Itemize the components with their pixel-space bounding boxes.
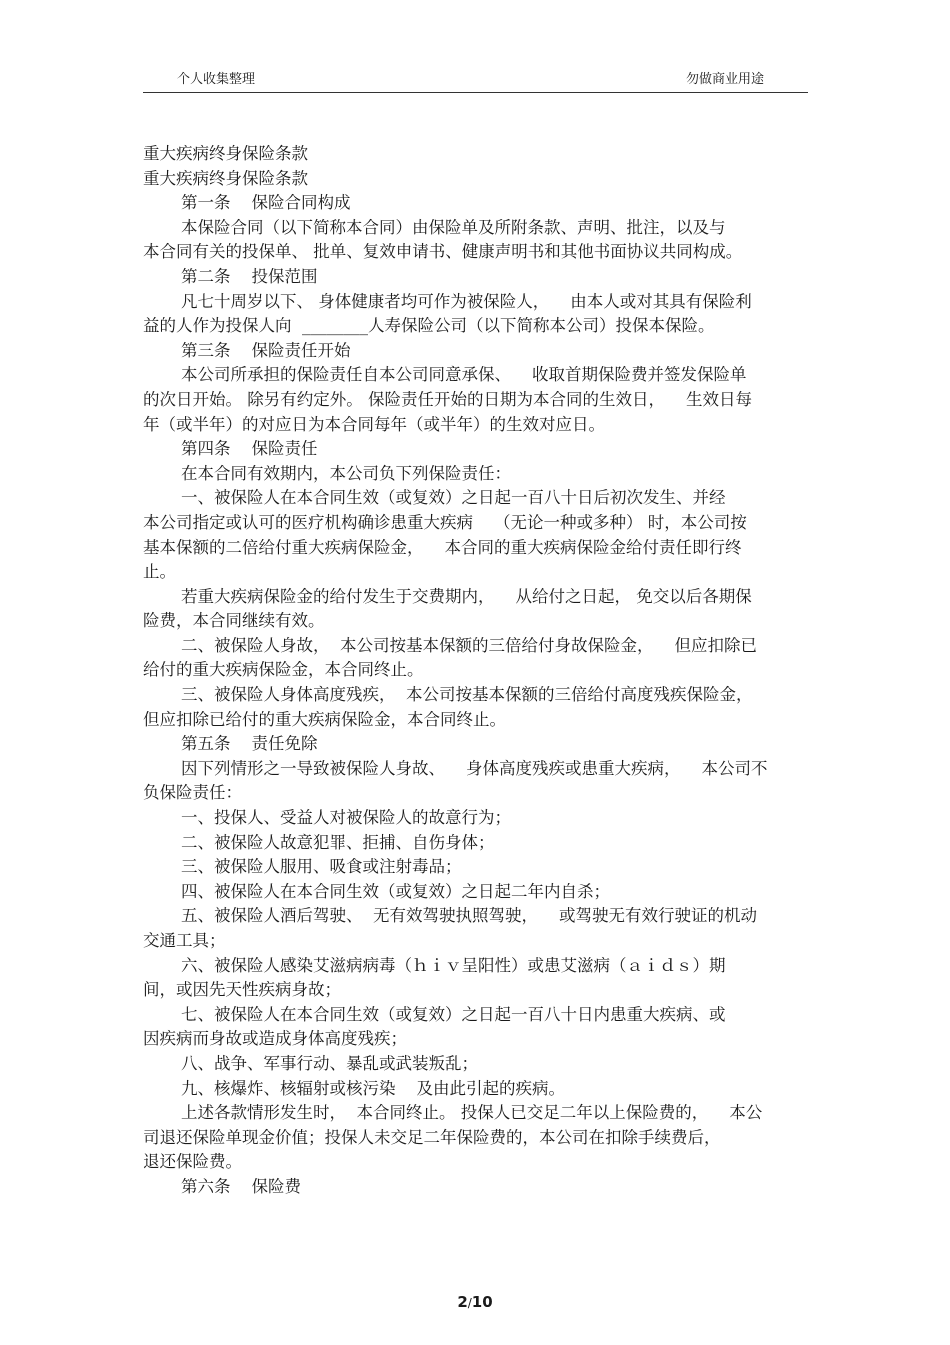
header-right-text: 勿做商业用途 <box>685 72 764 87</box>
page-separator: / <box>467 1296 472 1310</box>
text-line: 五、被保险人酒后驾驶、 无有效驾驶执照驾驶， 或驾驶无有效行驶证的机动 <box>181 906 757 926</box>
text-line: 若重大疾病保险金的给付发生于交费期内， 从给付之日起， 免交以后各期保 <box>181 586 752 606</box>
text-line: 重大疾病终身保险条款 <box>143 168 308 188</box>
text-line: 四、被保险人在本合同生效（或复效）之日起二年内自杀； <box>181 881 610 901</box>
header-left-text: 个人收集整理 <box>177 72 256 87</box>
text-line: 止。 <box>143 562 176 582</box>
text-line: 益的人作为投保人向 ________人寿保险公司（以下简称本公司）投保本保险。 <box>143 316 715 336</box>
text-line: 交通工具； <box>143 931 226 950</box>
text-line: 退还保险费。 <box>143 1152 242 1172</box>
text-line: 但应扣除已给付的重大疾病保险金，本合同终止。 <box>143 709 506 729</box>
text-line: 基本保额的二倍给付重大疾病保险金， 本合同的重大疾病保险金给付责任即行终 <box>143 537 742 557</box>
text-line: 年（或半年）的对应日为本合同每年（或半年）的生效对应日。 <box>143 414 605 434</box>
page-number <box>0 1293 950 1311</box>
text-line: 一、投保人、受益人对被保险人的故意行为； <box>181 808 511 828</box>
text-line: 九、核爆炸、核辐射或核污染 及由此引起的疾病。 <box>181 1078 565 1098</box>
text-line: 八、战争、军事行动、暴乱或武装叛乱； <box>181 1053 478 1073</box>
text-line: 在本合同有效期内，本公司负下列保险责任： <box>181 463 511 483</box>
text-line: 的次日开始。 除另有约定外。 保险责任开始的日期为本合同的生效日， 生效日每 <box>143 389 752 409</box>
text-line: 三、被保险人身体高度残疾， 本公司按基本保额的三倍给付高度残疾保险金， <box>181 685 753 705</box>
text-line: 第五条 责任免除 <box>181 734 318 754</box>
text-line: 重大疾病终身保险条款 <box>143 144 308 163</box>
page-header <box>143 64 808 93</box>
text-line: 第三条 保险责任开始 <box>181 340 351 360</box>
text-line: 上述各款情形发生时， 本合同终止。 投保人已交足二年以上保险费的， 本公 <box>181 1103 763 1123</box>
text-line: 七、被保险人在本合同生效（或复效）之日起一百八十日内患重大疾病、或 <box>181 1004 726 1024</box>
text-line: 因下列情形之一导致被保险人身故、 身体高度残疾或患重大疾病， 本公司不 <box>181 758 768 778</box>
text-line: 本合同有关的投保单、 批单、复效申请书、健康声明书和其他书面协议共同构成。 <box>143 242 743 262</box>
text-line: 第四条 保险责任 <box>181 439 318 459</box>
text-line: 三、被保险人服用、吸食或注射毒品； <box>181 857 462 877</box>
text-line: 本保险合同（以下简称本合同）由保险单及所附条款、声明、批注，以及与 <box>181 217 726 237</box>
text-line: 六、被保险人感染艾滋病病毒（ｈｉｖ呈阳性）或患艾滋病（ａｉｄｓ）期 <box>181 955 726 975</box>
text-line: 第六条 保险费 <box>181 1176 301 1196</box>
text-line: 间，或因先天性疾病身故； <box>143 980 341 1000</box>
text-line: 本公司指定或认可的医疗机构确诊患重大疾病 （无论一种或多种） 时，本公司按 <box>143 512 747 532</box>
text-line: 险费，本合同继续有效。 <box>143 611 325 631</box>
page-total: 10 <box>471 1293 493 1311</box>
document-body <box>143 142 808 1200</box>
text-line: 本公司所承担的保险责任自本公司同意承保、 收取首期保险费并签发保险单 <box>181 365 747 385</box>
text-line: 司退还保险单现金价值；投保人未交足二年保险费的，本公司在扣除手续费后， <box>143 1127 721 1147</box>
text-line: 负保险责任： <box>143 783 242 803</box>
text-line: 第一条 保险合同构成 <box>181 193 351 213</box>
text-line: 因疾病而身故或造成身体高度残疾； <box>143 1029 407 1049</box>
text-line: 一、被保险人在本合同生效（或复效）之日起一百八十日后初次发生、并经 <box>181 488 726 508</box>
text-line: 凡七十周岁以下、 身体健康者均可作为被保险人， 由本人或对其具有保险利 <box>181 291 752 311</box>
text-line: 二、被保险人故意犯罪、拒捕、自伤身体； <box>181 832 495 852</box>
text-line: 给付的重大疾病保险金，本合同终止。 <box>143 660 424 680</box>
page-current: 2 <box>457 1293 468 1311</box>
text-line: 二、被保险人身故， 本公司按基本保额的三倍给付身故保险金， 但应扣除已 <box>181 635 757 655</box>
text-line: 第二条 投保范围 <box>181 266 318 286</box>
